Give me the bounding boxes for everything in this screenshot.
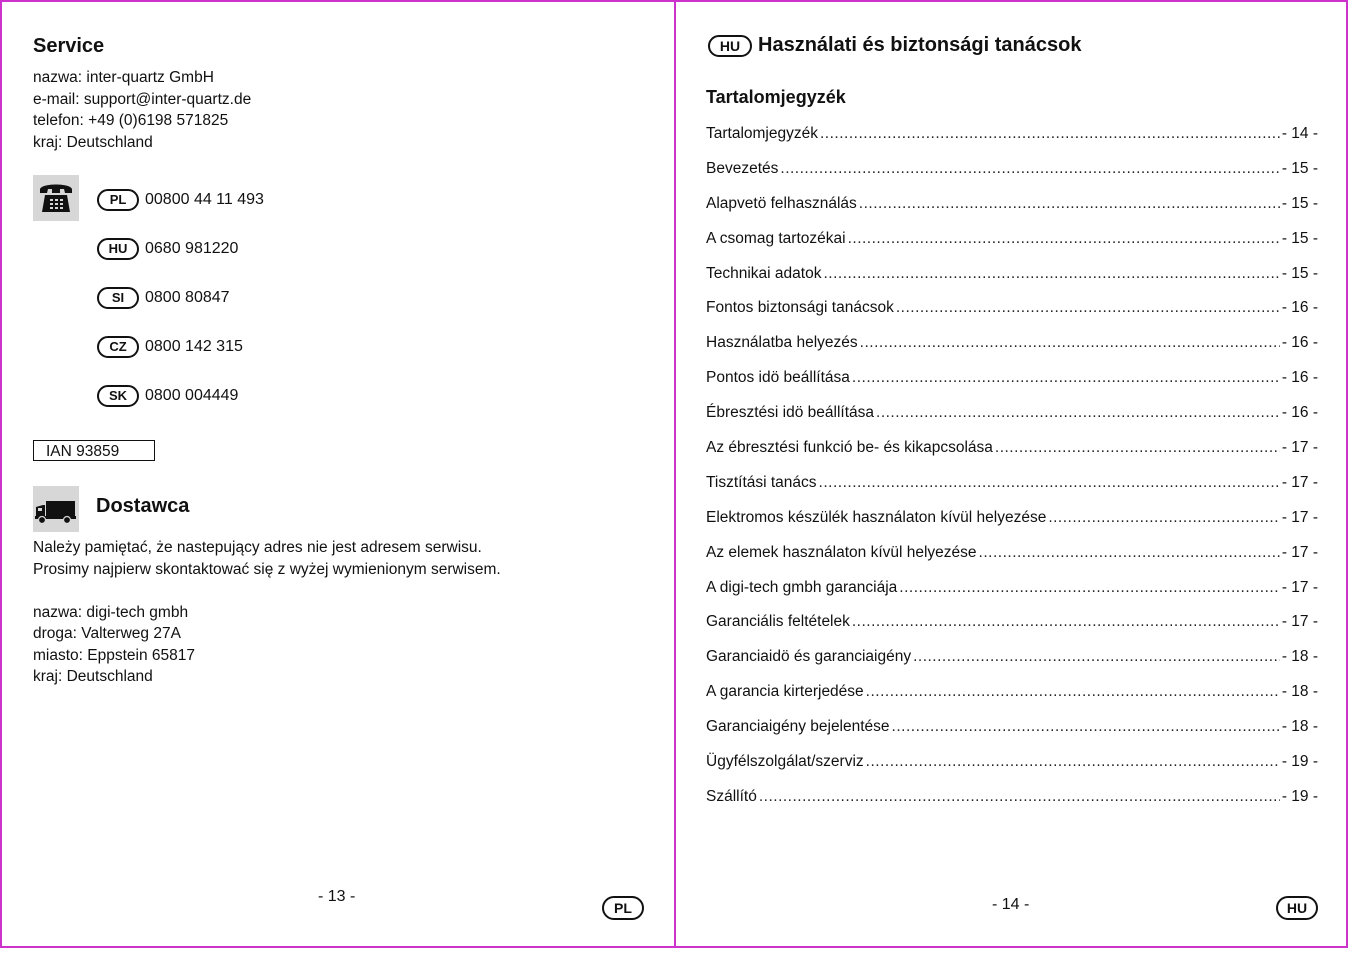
toc-leader (866, 678, 1280, 706)
toc-entry-page: - 15 - (1281, 264, 1318, 282)
toc-leader (860, 329, 1280, 357)
toc-entry-page: - 16 - (1281, 369, 1318, 387)
toc-entry-title: Használatba helyezés (706, 334, 858, 352)
toc-leader (820, 120, 1280, 148)
toc-leader (866, 748, 1280, 776)
toc-row (706, 225, 1318, 260)
toc-entry-page: - 17 - (1281, 543, 1318, 561)
toc-entry-title: Szállító (706, 787, 757, 805)
toc-entry-title: Alapvetö felhasználás (706, 194, 857, 212)
toc-leader (823, 260, 1279, 288)
hotline-number: 0680 981220 (145, 240, 239, 257)
toc-entry-title: Elektromos készülék használaton kívül helyezése (706, 508, 1047, 526)
service-heading: Service (33, 35, 105, 57)
hotline-number: 0800 80847 (145, 289, 230, 306)
toc-entry-page: - 17 - (1281, 508, 1318, 526)
toc-entry-title: A garancia kirterjedése (706, 683, 864, 701)
toc-row (706, 155, 1318, 190)
toc-row (706, 574, 1318, 609)
toc-entry-title: Garanciaigény bejelentése (706, 718, 890, 736)
hotline-hu (97, 237, 238, 261)
toc-leader (1048, 504, 1280, 532)
toc-leader (995, 434, 1280, 462)
telephone-icon (33, 175, 79, 221)
toc-leader (913, 643, 1280, 671)
hotline-number: 00800 44 11 493 (145, 191, 264, 208)
truck-icon (33, 486, 79, 532)
toc-row (706, 260, 1318, 295)
page-right (674, 0, 1348, 948)
toc-entry-page: - 16 - (1281, 334, 1318, 352)
toc-entry-page: - 17 - (1281, 439, 1318, 457)
toc-entry-title: Az ébresztési funkció be- és kikapcsolása (706, 439, 993, 457)
toc-entry-page: - 17 - (1281, 473, 1318, 491)
toc-row (706, 190, 1318, 225)
ian-box: IAN 93859 (33, 440, 155, 461)
page-title (708, 34, 1081, 57)
toc-heading: Tartalomjegyzék (706, 87, 846, 107)
supplier-country: kraj: Deutschland (33, 668, 153, 685)
toc-leader (819, 469, 1280, 497)
page-number-left: - 13 - (318, 888, 356, 905)
hotline-number: 0800 142 315 (145, 338, 243, 355)
hotline-sk (97, 384, 238, 408)
supplier-heading: Dostawca (96, 495, 190, 517)
toc-leader (852, 608, 1280, 636)
toc-entry-title: Ügyfélszolgálat/szerviz (706, 753, 864, 771)
page-left (0, 0, 676, 948)
service-name: nazwa: inter-quartz GmbH (33, 69, 214, 86)
toc-leader (759, 783, 1280, 811)
lang-badge-pl: PL (602, 896, 644, 920)
toc-entry-page: - 15 - (1281, 194, 1318, 212)
hotline-si (97, 286, 230, 310)
toc-row (706, 608, 1318, 643)
toc-row (706, 294, 1318, 329)
toc-row (706, 713, 1318, 748)
toc-entry-title: Tisztítási tanács (706, 473, 817, 491)
supplier-note: Prosimy najpierw skontaktować się z wyżej wymienionym serwisem. (33, 560, 501, 578)
toc-entry-page: - 16 - (1281, 299, 1318, 317)
country-badge: SK (97, 385, 139, 407)
page-number-right: - 14 - (992, 896, 1030, 913)
supplier-name: nazwa: digi-tech gmbh (33, 603, 189, 621)
toc-row (706, 678, 1318, 713)
supplier-city: miasto: Eppstein 65817 (33, 646, 195, 664)
country-badge: HU (97, 238, 139, 260)
supplier-text (33, 537, 501, 688)
toc-leader (896, 294, 1280, 322)
toc-entry-page: - 18 - (1281, 718, 1318, 736)
toc-entry-page: - 14 - (1281, 125, 1318, 142)
toc-leader (892, 713, 1280, 741)
hotline-cz (97, 335, 243, 359)
toc-row (706, 783, 1318, 818)
toc-entry-title: A csomag tartozékai (706, 229, 846, 247)
toc-leader (780, 155, 1279, 183)
toc-row (706, 504, 1318, 539)
toc-entry-title: Tartalomjegyzék (706, 125, 818, 142)
toc-row (706, 120, 1318, 155)
toc-entry-title: Fontos biztonsági tanácsok (706, 299, 894, 317)
service-contact (33, 67, 251, 153)
toc-row (706, 399, 1318, 434)
toc-leader (876, 399, 1280, 427)
hotline-number: 0800 004449 (145, 387, 239, 404)
toc-leader (852, 364, 1280, 392)
toc-entry-title: Garanciaidö és garanciaigény (706, 648, 912, 666)
supplier-street: droga: Valterweg 27A (33, 625, 181, 642)
toc-leader (848, 225, 1280, 253)
toc-row (706, 364, 1318, 399)
toc-entry-title: Garanciális feltételek (706, 613, 850, 631)
toc-entry-title: Technikai adatok (706, 264, 822, 282)
supplier-note: Należy pamiętać, że nastepujący adres nie jest adresem serwisu. (33, 539, 482, 556)
hotline-pl (97, 188, 264, 212)
toc-row (706, 329, 1318, 364)
toc-leader (899, 574, 1280, 602)
toc-entry-page: - 15 - (1281, 229, 1318, 247)
toc-entry-page: - 18 - (1281, 648, 1318, 666)
toc-entry-title: A digi-tech gmbh garanciája (706, 578, 898, 596)
toc-leader (979, 539, 1280, 567)
service-phone: telefon: +49 (0)6198 571825 (33, 112, 229, 129)
service-country: kraj: Deutschland (33, 133, 153, 151)
toc-entry-page: - 17 - (1281, 613, 1318, 631)
toc-entry-title: Az elemek használaton kívül helyezése (706, 543, 977, 561)
country-badge: CZ (97, 336, 139, 358)
toc-row (706, 469, 1318, 504)
toc-leader (859, 190, 1280, 218)
toc-entry-page: - 19 - (1281, 787, 1318, 805)
title-text: Használati és biztonsági tanácsok (758, 34, 1082, 56)
country-badge: SI (97, 287, 139, 309)
toc-row (706, 748, 1318, 783)
toc-row (706, 643, 1318, 678)
service-email: e-mail: support@inter-quartz.de (33, 90, 252, 108)
lang-badge-hu-title: HU (708, 35, 752, 57)
toc-entry-title: Bevezetés (706, 159, 779, 177)
toc-entry-title: Ébresztési idö beállítása (706, 404, 875, 422)
toc-entry-page: - 18 - (1281, 683, 1318, 701)
toc-row (706, 539, 1318, 574)
toc-entry-title: Pontos idö beállítása (706, 369, 850, 387)
toc-row (706, 434, 1318, 469)
country-badge: PL (97, 189, 139, 211)
toc-entry-page: - 15 - (1281, 159, 1318, 177)
toc-entry-page: - 17 - (1281, 578, 1318, 596)
toc-entry-page: - 19 - (1281, 753, 1318, 771)
lang-badge-hu: HU (1276, 896, 1318, 920)
toc-entry-page: - 16 - (1281, 404, 1318, 422)
table-of-contents (706, 120, 1318, 818)
